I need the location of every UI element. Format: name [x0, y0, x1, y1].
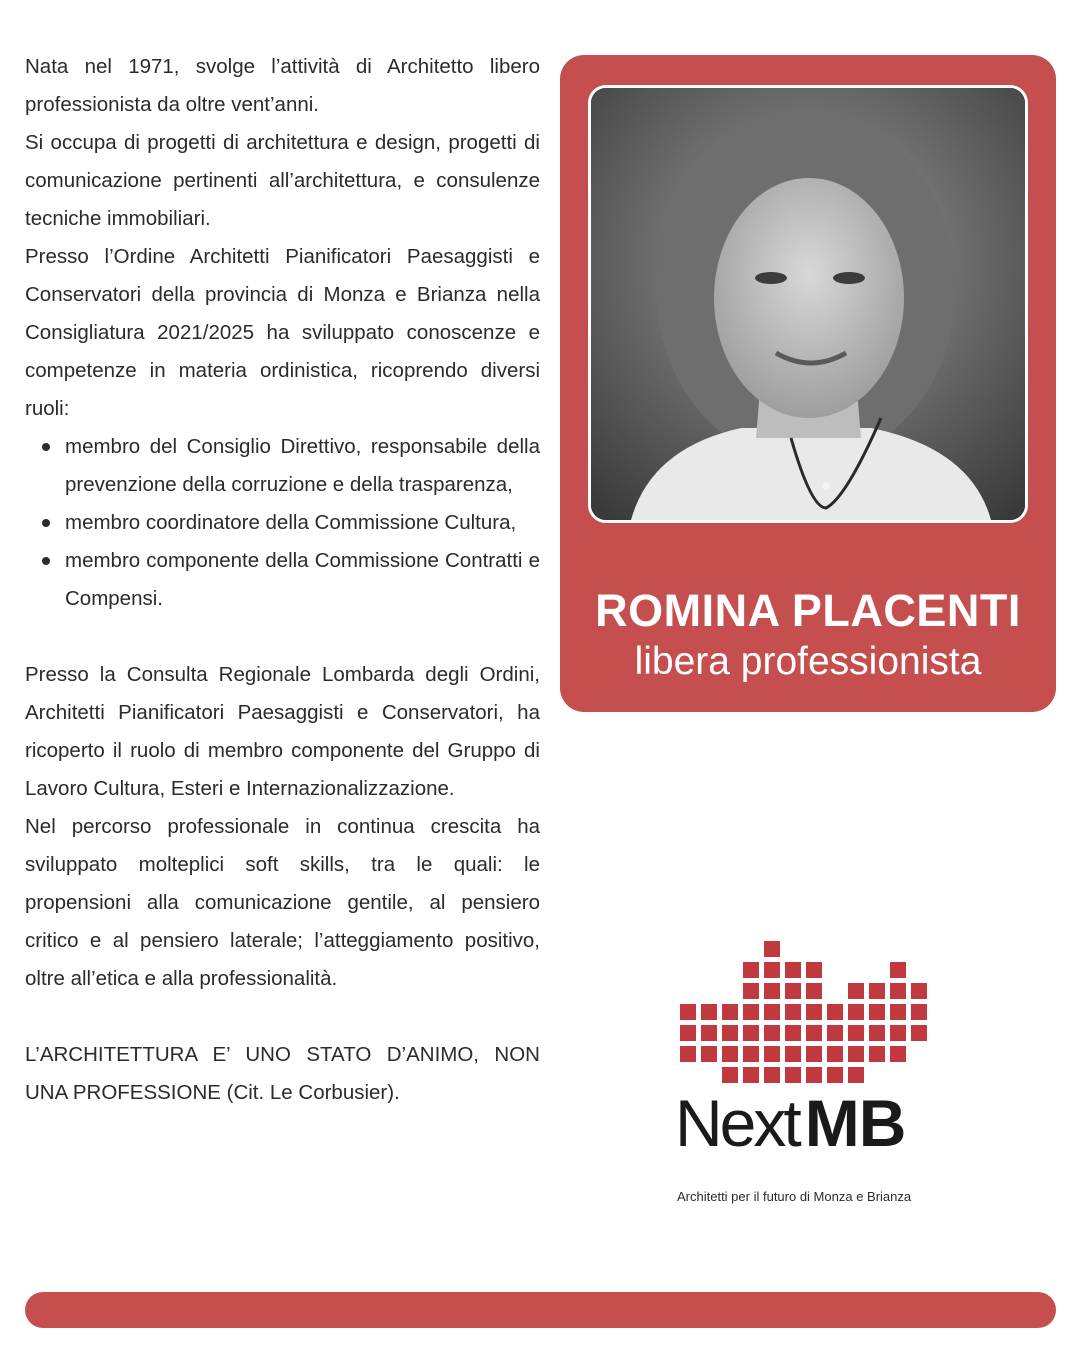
logo-pixel	[743, 1025, 759, 1041]
role-item: membro coordinatore della Commissione Cultura,	[65, 504, 540, 542]
profile-name: ROMINA PLACENTI	[595, 585, 1021, 636]
logo-word-mb: MB	[804, 1086, 906, 1160]
role-item: membro componente della Commissione Contratti e Compensi.	[65, 542, 540, 618]
logo-pixel	[890, 1025, 906, 1041]
logo-pixel	[848, 983, 864, 999]
logo-pixel	[890, 1004, 906, 1020]
logo-pixel	[806, 1025, 822, 1041]
bio-paragraph-intro: Nata nel 1971, svolge l’attività di Architetto libero professionista da oltre vent’anni.	[25, 55, 540, 116]
logo-pixel	[701, 1046, 717, 1062]
logo-pixel	[848, 1004, 864, 1020]
bio-paragraph-projects: Si occupa di progetti di architettura e design, progetti di comunicazione pertinenti all’architettura, e consulenze tecniche immobiliari.	[25, 131, 540, 230]
logo-grid-mark	[675, 935, 935, 1085]
quote: L’ARCHITETTURA E’ UNO STATO D’ANIMO, NON UNA PROFESSIONE (Cit. Le Corbusier).	[25, 1043, 540, 1104]
bio-paragraph-soft-skills: Nel percorso professionale in continua crescita ha sviluppato molteplici soft skills, tra le quali: le propensioni alla comunicazione gentile, al pensiero critico e al pensiero laterale; l’atteggiamento positivo, oltre all’etica e alla professionalità.	[25, 815, 540, 990]
logo-pixel	[764, 983, 780, 999]
logo-pixel	[890, 983, 906, 999]
logo-pixel	[890, 1046, 906, 1062]
logo-pixel	[827, 1067, 843, 1083]
logo-pixel	[806, 1046, 822, 1062]
logo-pixel	[785, 983, 801, 999]
logo-pixel	[806, 1004, 822, 1020]
logo-pixel	[785, 1046, 801, 1062]
logo-pixel	[680, 1025, 696, 1041]
logo-pixel	[764, 1025, 780, 1041]
logo-pixel	[848, 1067, 864, 1083]
bio-paragraph-consulta: Presso la Consulta Regionale Lombarda degli Ordini, Architetti Pianificatori Paesaggisti e Conservatori, ha ricoperto il ruolo di membro componente del Gruppo di Lavoro Cultura, Esteri e Internazionalizzazione.	[25, 663, 540, 800]
logo-pixel	[764, 941, 780, 957]
logo-pixel	[680, 1004, 696, 1020]
logo-pixel	[869, 983, 885, 999]
role-item: membro del Consiglio Direttivo, responsabile della prevenzione della corruzione e della trasparenza,	[65, 428, 540, 504]
logo-pixel	[806, 983, 822, 999]
logo-pixel	[785, 1067, 801, 1083]
logo-pixel	[869, 1025, 885, 1041]
logo-pixel	[743, 1067, 759, 1083]
logo-pixel	[722, 1046, 738, 1062]
profile-role: libera professionista	[634, 640, 982, 683]
logo-pixel	[701, 1004, 717, 1020]
logo-pixel	[785, 1004, 801, 1020]
roles-list	[25, 428, 540, 618]
logo-pixel	[806, 1067, 822, 1083]
logo-pixel	[722, 1004, 738, 1020]
logo-pixel	[827, 1025, 843, 1041]
logo-word-next: Next	[675, 1086, 799, 1160]
profile-photo	[588, 85, 1028, 523]
nextmb-logo	[675, 935, 935, 1215]
logo-pixel	[911, 1025, 927, 1041]
logo-pixel	[827, 1046, 843, 1062]
bio-paragraph-ordine: Presso l’Ordine Architetti Pianificatori Paesaggisti e Conservatori della provincia di Monza e Brianza nella Consigliatura 2021/2025 ha sviluppato conoscenze e competenze in materia ordinistica, ricoprendo diversi ruoli:	[25, 245, 540, 420]
logo-pixel	[743, 983, 759, 999]
logo-pixel	[848, 1046, 864, 1062]
logo-pixel	[743, 1046, 759, 1062]
logo-pixel	[764, 1004, 780, 1020]
logo-pixel	[701, 1025, 717, 1041]
logo-pixel	[764, 1067, 780, 1083]
profile-card	[560, 55, 1056, 712]
logo-tagline: Architetti per il futuro di Monza e Brianza	[677, 1189, 912, 1204]
logo-pixel	[785, 962, 801, 978]
logo-pixel	[743, 962, 759, 978]
logo-pixel	[764, 962, 780, 978]
logo-pixel	[869, 1004, 885, 1020]
logo-pixel	[911, 1004, 927, 1020]
logo-wordmark	[675, 1085, 905, 1161]
logo-pixel	[722, 1067, 738, 1083]
logo-pixel	[869, 1046, 885, 1062]
bio-column	[25, 48, 540, 1112]
footer-bar	[25, 1292, 1056, 1328]
logo-pixel	[806, 962, 822, 978]
logo-pixel	[890, 962, 906, 978]
logo-pixel	[722, 1025, 738, 1041]
logo-pixel	[743, 1004, 759, 1020]
logo-pixel	[848, 1025, 864, 1041]
logo-pixel	[680, 1046, 696, 1062]
logo-pixel	[911, 983, 927, 999]
logo-pixel	[827, 1004, 843, 1020]
logo-pixel	[764, 1046, 780, 1062]
logo-pixel	[785, 1025, 801, 1041]
